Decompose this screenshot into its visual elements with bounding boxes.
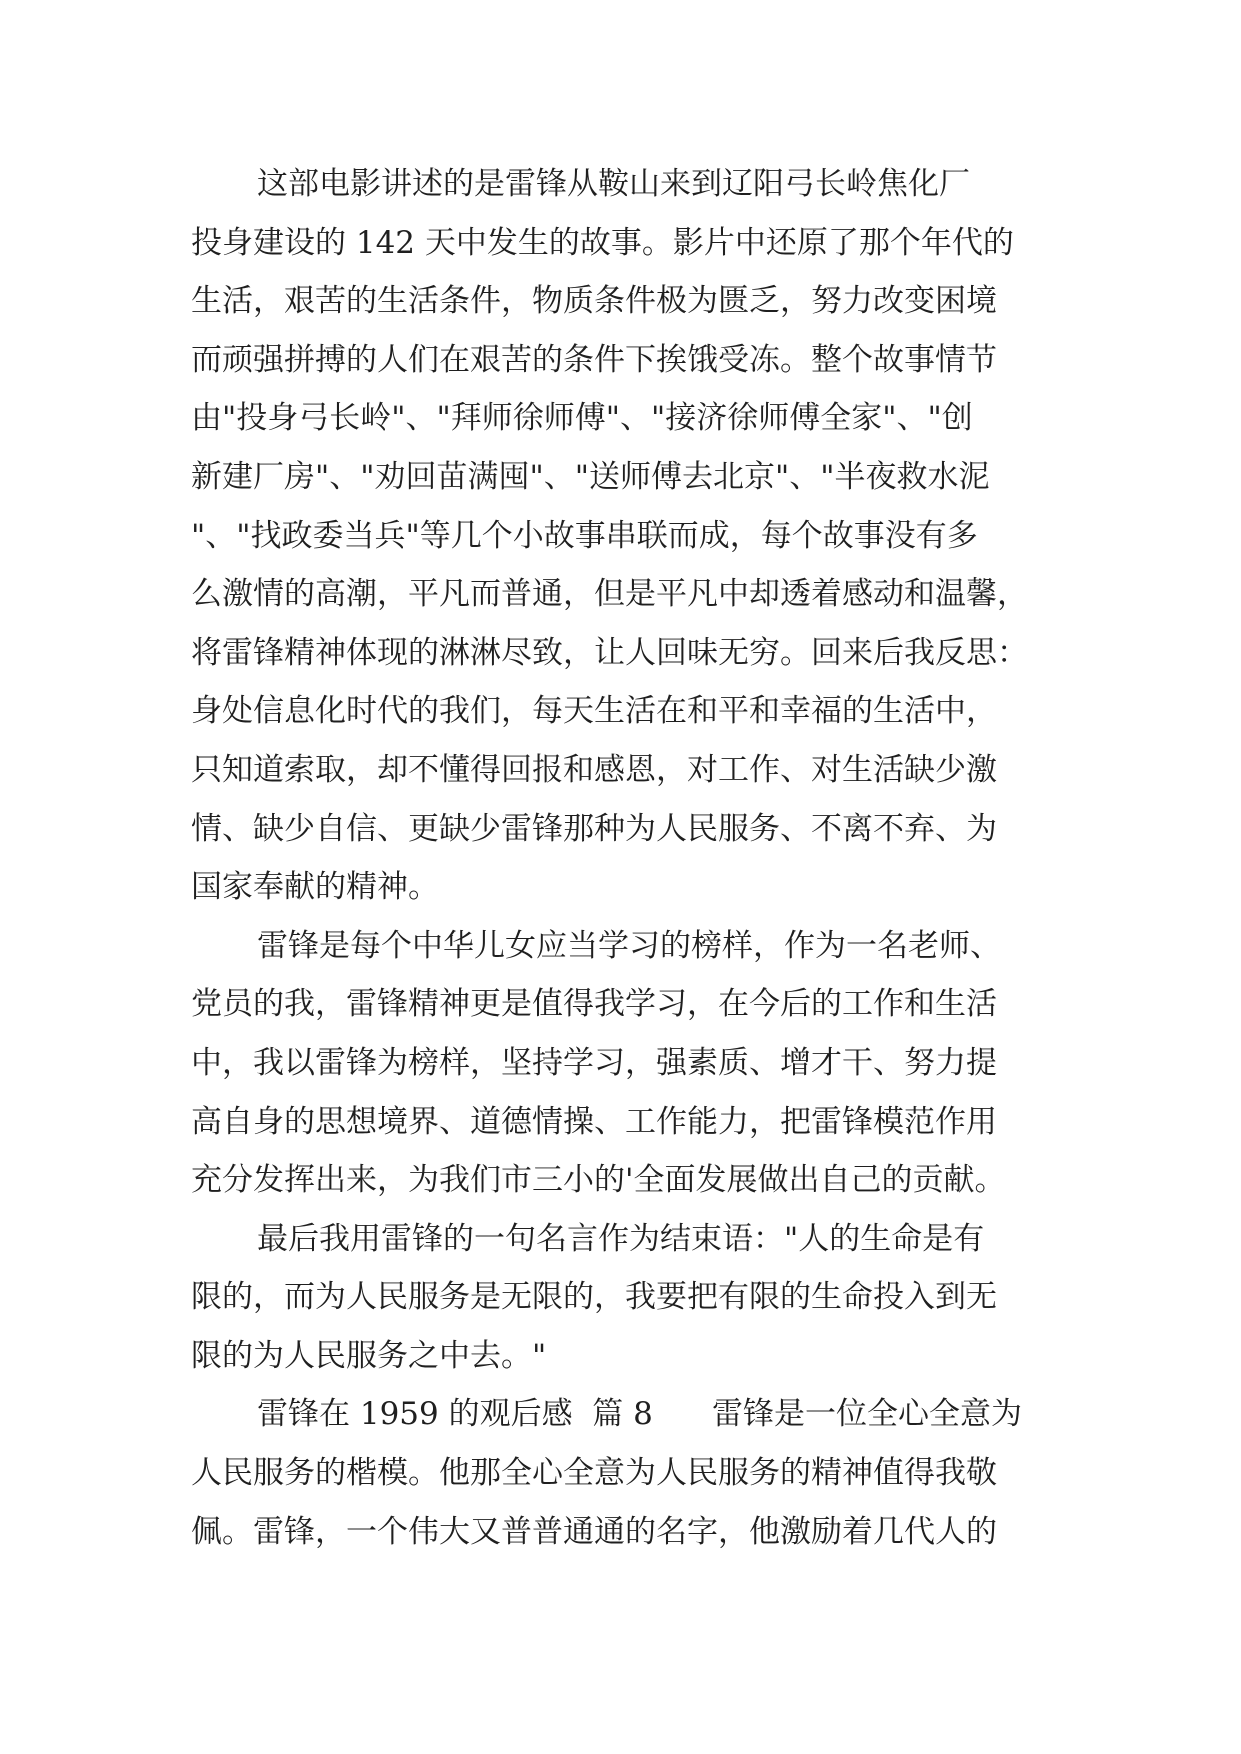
paragraph-line: 佩。雷锋，一个伟大又普普通通的名字，他激励着几代人的: [191, 1513, 997, 1550]
paragraph-line: 中，我以雷锋为榜样，坚持学习，强素质、增才干、努力提: [191, 1044, 997, 1081]
paragraph-line: 这部电影讲述的是雷锋从鞍山来到辽阳弓长岭焦化厂: [257, 166, 970, 202]
paragraph-line: 高自身的思想境界、道德情操、工作能力，把雷锋模范作用: [191, 1103, 997, 1140]
paragraph-line: 由"投身弓长岭"、"拜师徐师傅"、"接济徐师傅全家"、"创: [191, 400, 973, 437]
paragraph-line: 生活，艰苦的生活条件，物质条件极为匮乏，努力改变困境: [191, 283, 997, 320]
paragraph-line: 而顽强拼搏的人们在艰苦的条件下挨饿受冻。整个故事情节: [191, 341, 997, 378]
paragraph-line: 雷锋在 1959 的观后感 篇 8 雷锋是一位全心全意为: [257, 1396, 1023, 1433]
paragraph-line: 最后我用雷锋的一句名言作为结束语："人的生命是有: [257, 1220, 985, 1257]
paragraph-line: 国家奉献的精神。: [191, 869, 439, 906]
paragraph-line: 么激情的高潮，平凡而普通，但是平凡中却透着感动和温馨，: [191, 576, 1028, 613]
paragraph-line: 充分发挥出来，为我们市三小的'全面发展做出自己的贡献。: [191, 1162, 1006, 1199]
paragraph-line: 情、缺少自信、更缺少雷锋那种为人民服务、不离不弃、为: [191, 810, 997, 847]
paragraph-line: 党员的我，雷锋精神更是值得我学习，在今后的工作和生活: [191, 986, 997, 1023]
body-text: [191, 155, 1061, 1561]
paragraph-line: 限的，而为人民服务是无限的，我要把有限的生命投入到无: [191, 1279, 997, 1316]
paragraph-line: 身处信息化时代的我们，每天生活在和平和幸福的生活中，: [191, 693, 997, 730]
paragraph-line: 新建厂房"、"劝回苗满囤"、"送师傅去北京"、"半夜救水泥: [191, 458, 990, 495]
paragraph-line: 投身建设的 142 天中发生的故事。影片中还原了那个年代的: [191, 224, 1014, 261]
paragraph-line: 只知道索取，却不懂得回报和感恩，对工作、对生活缺少激: [191, 751, 997, 788]
paragraph-line: "、"找政委当兵"等几个小故事串联而成，每个故事没有多: [191, 517, 978, 554]
paragraph-line: 将雷锋精神体现的淋淋尽致，让人回味无穷。回来后我反思：: [191, 634, 1028, 671]
paragraph-line: 限的为人民服务之中去。": [191, 1337, 547, 1374]
paragraph-line: 雷锋是每个中华儿女应当学习的榜样，作为一名老师、: [257, 927, 1001, 964]
paragraph-line: 人民服务的楷模。他那全心全意为人民服务的精神值得我敬: [191, 1455, 997, 1492]
